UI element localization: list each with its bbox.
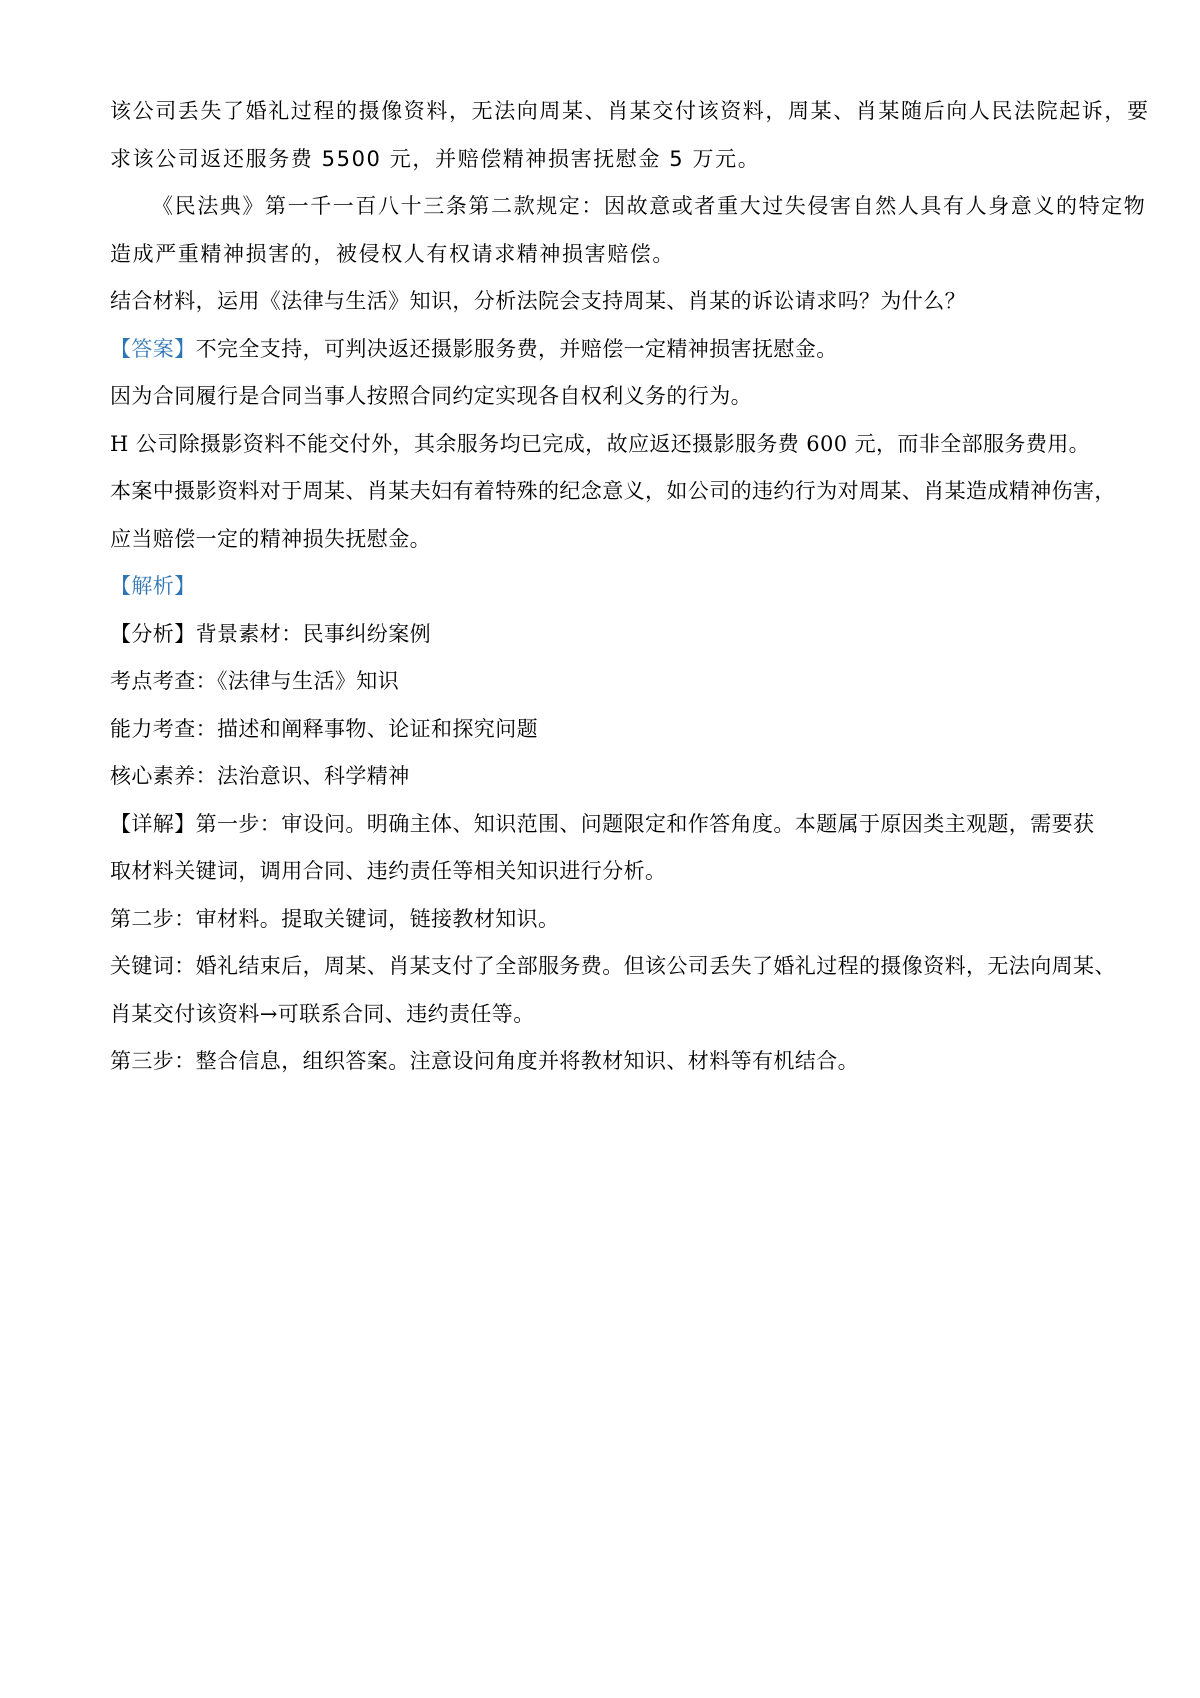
material-text-line-1: 该公司丢失了婚礼过程的摄像资料，无法向周某、肖某交付该资料，周某、肖某随后向人民法院起诉，要 (110, 99, 1150, 123)
answer-line-3: H 公司除摄影资料不能交付外，其余服务均已完成，故应返还摄影服务费 600 元，而非全部服务费用。 (110, 431, 1091, 456)
answer-label: 【答案】 (110, 336, 196, 361)
analysis-suyang: 核心素养：法治意识、科学精神 (110, 764, 410, 788)
analysis-nengli: 能力考查：描述和阐释事物、论证和探究问题 (110, 716, 538, 741)
xiangjie-line-1: 【详解】第一步：审设问。明确主体、知识范围、问题限定和作答角度。本题属于原因类主观题，需要获 (110, 811, 1095, 836)
answer-line-4: 本案中摄影资料对于周某、肖某夫妇有着特殊的纪念意义，如公司的违约行为对周某、肖某造成精神伤害， (110, 479, 1116, 503)
question-text: 结合材料，运用《法律与生活》知识，分析法院会支持周某、肖某的诉讼请求吗？为什么？ (110, 289, 966, 313)
answer-line-2: 因为合同履行是合同当事人按照合同约定实现各自权利义务的行为。 (110, 384, 752, 408)
answer-line-1 (110, 326, 1102, 374)
law-quote-line-2: 造成严重精神损害的，被侵权人有权请求精神损害赔偿。 (110, 241, 675, 266)
material-text-line-2: 求该公司返还服务费 5500 元，并赔偿精神损害抚慰金 5 万元。 (110, 146, 761, 171)
analysis-kaodian: 考点考查：《法律与生活》知识 (110, 669, 400, 693)
document-page (110, 88, 1150, 1086)
keywords-line-2: 肖某交付该资料→可联系合同、违约责任等。 (110, 1001, 535, 1026)
answer-line-5: 应当赔偿一定的精神损失抚慰金。 (110, 526, 431, 551)
law-quote-line-1: 《民法典》第一千一百八十三条第二款规定：因故意或者重大过失侵害自然人具有人身意义的特定物 (152, 194, 1147, 218)
analysis-fenxi: 【分析】背景素材：民事纠纷案例 (110, 621, 431, 646)
answer-text: 不完全支持，可判决返还摄影服务费，并赔偿一定精神损害抚慰金。 (195, 336, 838, 361)
xiangjie-line-2: 取材料关键词，调用合同、违约责任等相关知识进行分析。 (110, 859, 667, 883)
analysis-label: 【解析】 (110, 574, 196, 598)
step-three: 第三步：整合信息，组织答案。注意设问角度并将教材知识、材料等有机结合。 (110, 1049, 859, 1073)
keywords-line-1: 关键词：婚礼结束后，周某、肖某支付了全部服务费。但该公司丢失了婚礼过程的摄像资料，无法向周某、 (110, 954, 1116, 978)
step-two: 第二步：审材料。提取关键词，链接教材知识。 (110, 906, 560, 931)
